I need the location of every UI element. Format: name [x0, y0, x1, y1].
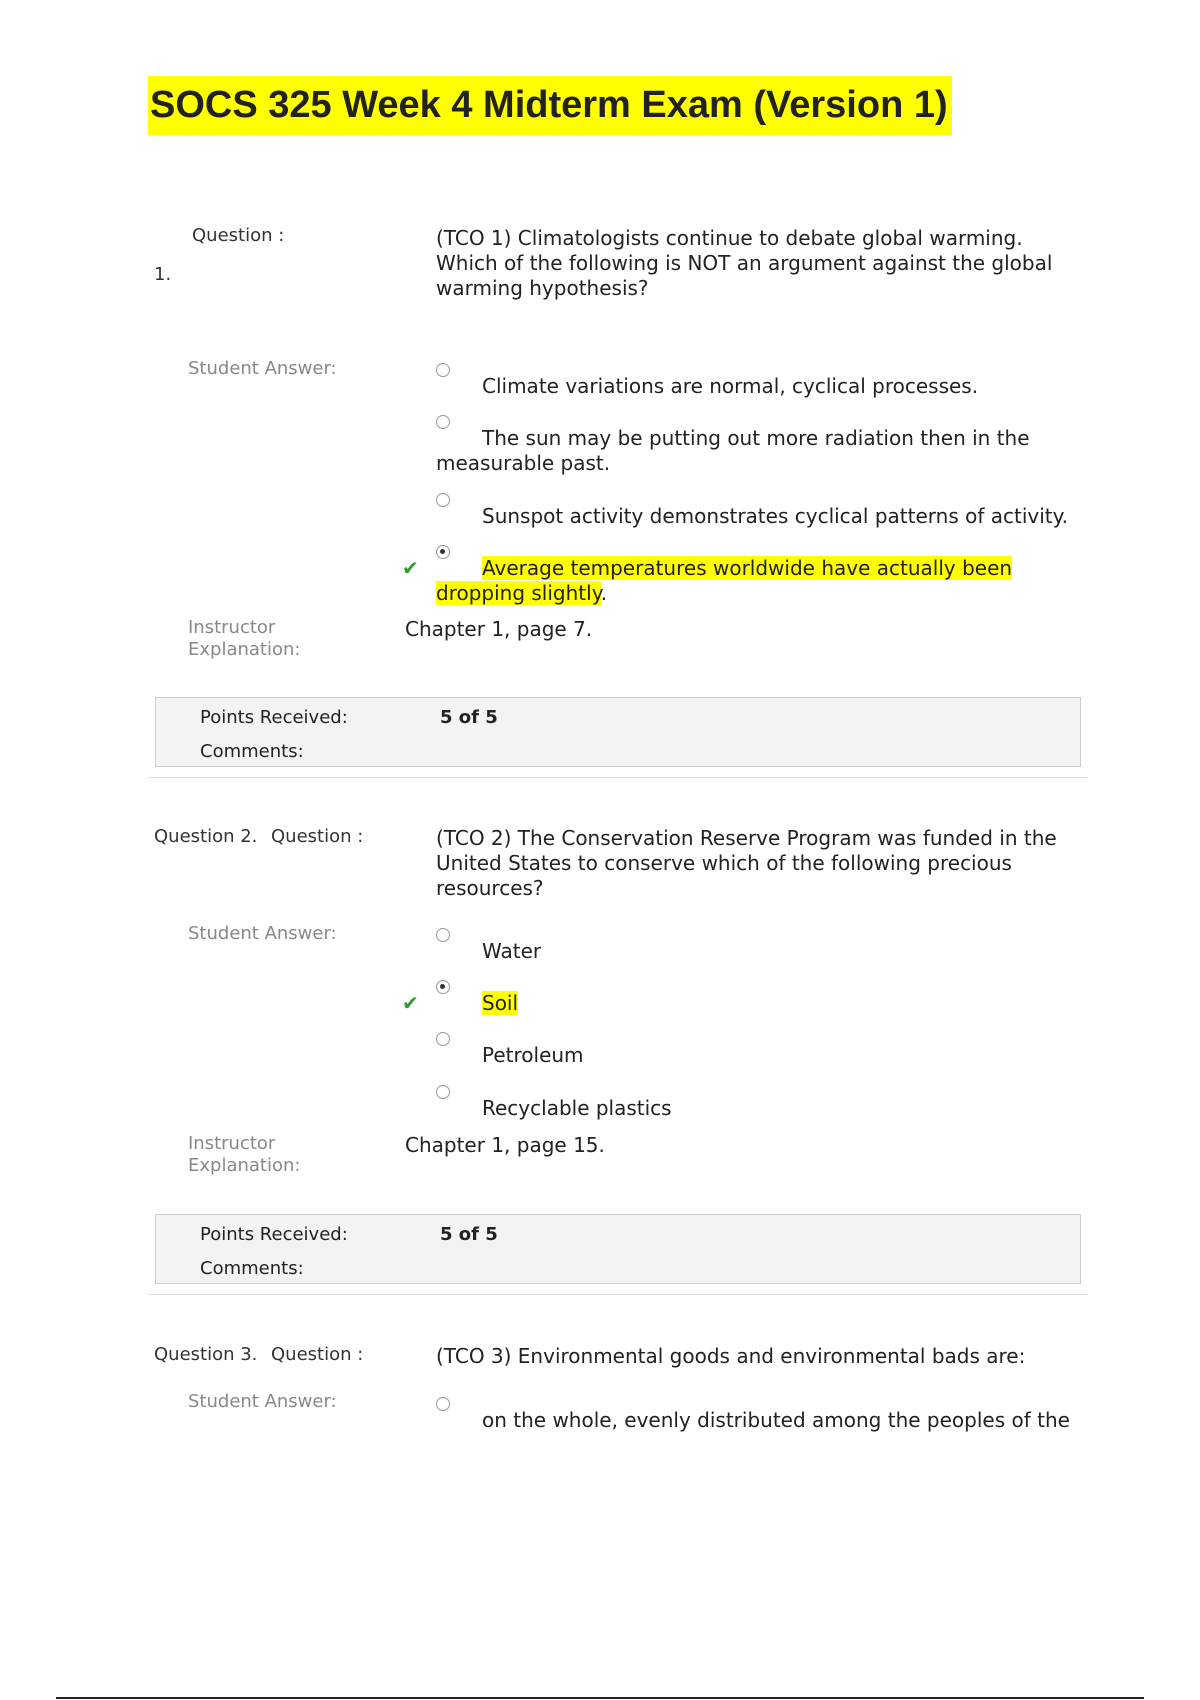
question-label: Question : — [192, 225, 285, 246]
radio-button[interactable] — [436, 493, 450, 507]
question-number: 1. — [154, 264, 172, 285]
page-bottom-rule — [56, 1697, 1144, 1699]
comments-label: Comments: — [200, 1258, 304, 1279]
question-number: Question 3. — [154, 1344, 258, 1365]
instructor-explanation-label: Instructor Explanation: — [188, 617, 301, 660]
answer-option[interactable] — [436, 1408, 1086, 1433]
radio-button-selected[interactable] — [436, 980, 450, 994]
points-box — [155, 697, 1081, 767]
answer-option[interactable] — [436, 939, 1086, 964]
answer-option[interactable] — [436, 426, 1086, 476]
radio-button[interactable] — [436, 415, 450, 429]
comments-label: Comments: — [200, 741, 304, 762]
option-text: on the whole, evenly distributed among the peoples of the — [482, 1408, 1070, 1432]
radio-button[interactable] — [436, 928, 450, 942]
answer-option[interactable] — [436, 1096, 1086, 1121]
points-received-value: 5 of 5 — [440, 707, 498, 728]
option-text: Petroleum — [482, 1043, 584, 1067]
points-box — [155, 1214, 1081, 1284]
answer-option[interactable] — [436, 1043, 1086, 1068]
question-text: (TCO 1) Climatologists continue to debate global warming. Which of the following is NOT an argument against the global warming hypothesis? — [436, 226, 1053, 300]
option-text: Recyclable plastics — [482, 1096, 672, 1120]
points-received-value: 5 of 5 — [440, 1224, 498, 1245]
page-title: SOCS 325 Week 4 Midterm Exam (Version 1) — [148, 76, 952, 135]
student-answer-label: Student Answer: — [188, 1391, 337, 1412]
correct-check-icon: ✔ — [402, 556, 419, 580]
option-text: Climate variations are normal, cyclical processes. — [482, 374, 979, 398]
answer-option[interactable] — [436, 504, 1086, 529]
answer-option[interactable] — [436, 374, 1086, 399]
question-label: Question : — [271, 1344, 364, 1365]
instructor-explanation: Chapter 1, page 15. — [405, 1133, 605, 1157]
option-text: The sun may be putting out more radiation then in the measurable past. — [436, 426, 1030, 475]
question-number: Question 2. — [154, 826, 258, 847]
highlighted-option-text: Soil — [482, 991, 519, 1015]
radio-button-selected[interactable] — [436, 545, 450, 559]
points-received-label: Points Received: — [200, 1224, 348, 1245]
radio-button[interactable] — [436, 1032, 450, 1046]
option-text: Water — [482, 939, 542, 963]
points-received-label: Points Received: — [200, 707, 348, 728]
divider — [148, 1294, 1088, 1295]
radio-button[interactable] — [436, 1397, 450, 1411]
option-text: Sunspot activity demonstrates cyclical patterns of activity. — [482, 504, 1068, 528]
option-suffix: . — [600, 581, 608, 605]
radio-button[interactable] — [436, 363, 450, 377]
instructor-explanation: Chapter 1, page 7. — [405, 617, 593, 641]
radio-button[interactable] — [436, 1085, 450, 1099]
instructor-explanation-label: Instructor Explanation: — [188, 1133, 301, 1176]
highlighted-option-text: Average temperatures worldwide have actually been dropping slightly — [436, 556, 1013, 605]
student-answer-label: Student Answer: — [188, 923, 337, 944]
student-answer-label: Student Answer: — [188, 358, 337, 379]
correct-check-icon: ✔ — [402, 991, 419, 1015]
question-text: (TCO 3) Environmental goods and environmental bads are: — [436, 1344, 1026, 1368]
answer-option-correct[interactable] — [402, 991, 1086, 1016]
question-text: (TCO 2) The Conservation Reserve Program was funded in the United States to conserve which of the following precious resources? — [436, 826, 1057, 900]
divider — [148, 777, 1088, 778]
answer-option-correct[interactable] — [402, 556, 1086, 606]
question-label: Question : — [271, 826, 364, 847]
